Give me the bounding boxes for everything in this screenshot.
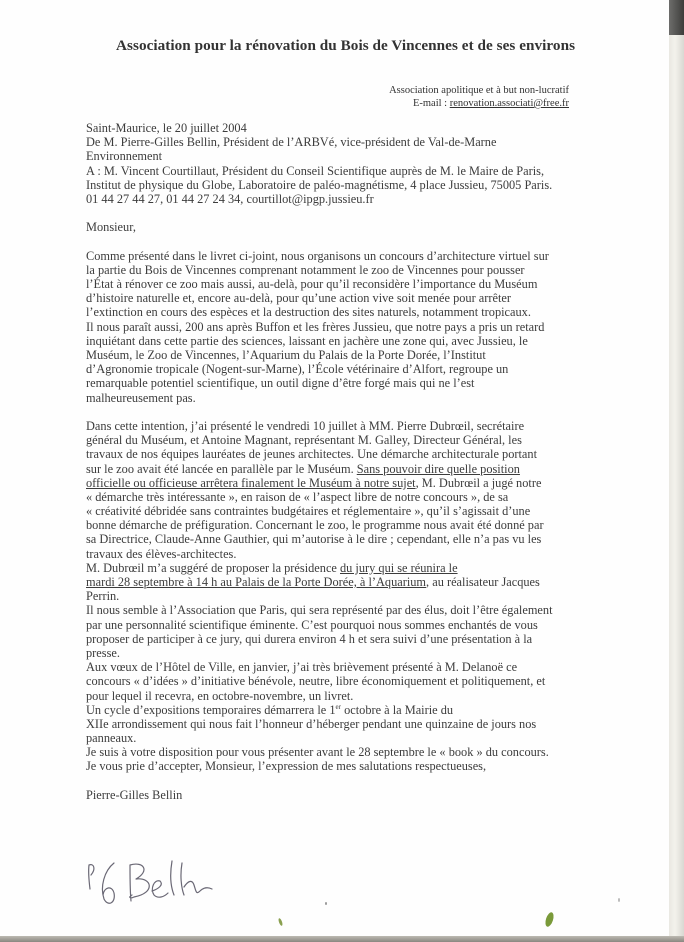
recipient-line-3: 01 44 27 44 27, 01 44 27 24 34, courtillot@ipgp.jussieu.fr [86,191,374,206]
signer-name: Pierre-Gilles Bellin [86,787,183,802]
text-line: inquiétant dans cette partie des sciences, laissant en jachère une zone qui, avec Jussieu, le [86,333,528,348]
association-info [389,84,569,110]
letter-body [86,121,646,802]
paper-stain [544,911,555,927]
text-line: Muséum, le Zoo de Vincennes, l’Aquarium du Palais de la Porte Dorée, l’Institut [86,348,486,362]
email-label: E-mail : [412,98,450,109]
superscript: er [335,702,341,711]
text-line: Perrin. [86,589,120,604]
text-line [86,476,646,490]
text-line: « démarche très intéressante », en raison de « l’aspect libre de notre concours », de sa [86,489,509,504]
text-line [86,703,646,717]
email-link[interactable]: renovation.associati@free.fr [449,98,569,109]
scan-edge-bottom [0,936,684,942]
letterhead-title: Association pour la rénovation du Bois de Vincennes et de ses environs [116,37,576,54]
scan-edge-right [669,0,684,942]
paper-speck [325,902,327,905]
underlined-text: officielle ou officieuse arrêtera finalement le Muséum à notre sujet [86,475,416,490]
sender-line-1: De M. Pierre-Gilles Bellin, Président de l’ARBVé, vice-président de Val-de-Marne [86,135,497,150]
text-span: sur le zoo avait été lancée en parallèle par le Muséum. [86,461,357,476]
text-span: , au réalisateur Jacques [426,575,540,589]
text-span: Un cycle d’expositions temporaires démarrera le 1 [86,702,336,717]
text-line: par une personnalité scientifique éminente. C’est pourquoi nous sommes enchantés de vous [86,617,538,632]
text-line [86,561,646,575]
text-line: sa Directrice, Claude-Anne Gauthier, qui m’autorise à le dire ; cependant, elle n’a pas vu les [86,532,542,547]
text-line: Je suis à votre disposition pour vous présenter avant le 28 septembre le « book » du concours. [86,745,549,760]
paragraph-2 [86,419,646,774]
text-line: proposer de participer à ce jury, qui durera environ 4 h et sera suivi d’une présentation à la [86,631,533,646]
paragraph-1 [86,249,646,405]
underlined-text: Sans pouvoir dire quelle position [356,461,520,476]
email-line [389,97,569,110]
underlined-text: du jury qui se réunira le [340,560,458,575]
salutation: Monsieur, [86,220,136,235]
underlined-text: mardi 28 septembre à 14 h au Palais de la Porte Dorée, à l’Aquarium [86,575,427,589]
text-line: concours « d’idées » d’initiative bénévole, neutre, libre économiquement et politiquement, et [86,674,546,689]
text-line: Il nous semble à l’Association que Paris, qui sera représenté par des élus, doit l’être également [86,603,553,618]
sender-line-2: Environnement [86,149,163,164]
text-line: travaux de nos équipes lauréates de jeunes architectes. Une démarche architecturale portant [86,447,538,462]
paper-speck [618,898,620,902]
text-line: presse. [86,645,120,660]
text-line: l’État à rénover ce zoo mais aussi, au-delà, pour qu’il reconsidère l’importance du Muséum [86,277,538,292]
text-line: bonne démarche de préfiguration. Concernant le zoo, le programme nous avait été donné par [86,518,544,533]
text-line: Je vous prie d’accepter, Monsieur, l’expression de mes salutations respectueuses, [86,759,487,774]
text-line: XIIe arrondissement qui nous fait l’honneur d’héberger pendant une quinzaine de jours nos [86,716,537,731]
text-line: pour lequel il recevra, en octobre-novembre, un livret. [86,688,354,703]
paper-stain [278,918,284,927]
text-line: d’histoire naturelle et, encore au-delà, pour qu’une action vive soit menée pour arrêter [86,291,511,306]
text-line: « créativité débridée sans contraintes budgétaires et réglementaire », qu’il s’agissait d’une [86,504,531,519]
text-span: octobre à la Mairie du [340,702,454,717]
text-span: M. Dubrœil m’a suggéré de proposer la présidence [86,560,340,575]
text-line: travaux des élèves-architectes. [86,546,237,561]
scan-edge-corner [669,0,684,35]
text-line: général du Muséum, et Antoine Magnant, représentant M. Galley, Directeur Général, les [86,433,522,448]
recipient-line-1: A : M. Vincent Courtillaut, Président du Conseil Scientifique auprès de M. le Maire de Paris, [86,163,545,178]
text-span: , M. Dubrœil a jugé notre [415,475,542,490]
text-line: Dans cette intention, j’ai présenté le vendredi 10 juillet à MM. Pierre Dubrœil, secrétaire [86,418,525,433]
text-line [86,462,646,476]
text-line: l’extinction en cours des espèces et la destruction des sites naturels, notamment tropicaux. [86,305,531,320]
text-line: Comme présenté dans le livret ci-joint, nous organisons un concours d’architecture virtuel sur [86,248,549,263]
text-line: Il nous paraît aussi, 200 ans après Buffon et les frères Jussieu, que notre pays a pris un retard [86,319,545,334]
text-line [86,575,646,589]
text-line: d’Agronomie tropicale (Nogent-sur-Marne), l’École vétérinaire d’Alfort, regroupe un [86,362,509,377]
recipient-line-2: Institut de physique du Globe, Laboratoire de paléo-magnétisme, 4 place Jussieu, 75005 Paris. [86,177,553,192]
place-date: Saint-Maurice, le 20 juillet 2004 [86,121,247,135]
text-line: malheureusement pas. [86,390,196,405]
text-line: Aux vœux de l’Hôtel de Ville, en janvier, j’ai très brièvement présenté à M. Delanoë ce [86,660,518,675]
association-tagline: Association apolitique et à but non-lucratif [389,85,569,96]
text-line: panneaux. [86,731,137,746]
text-line: la partie du Bois de Vincennes comprenant notamment le zoo de Vincennes pour pousser [86,262,525,277]
text-line: remarquable potentiel scientifique, un outil digne d’être forgé mais qui ne l’est [86,376,475,391]
handwritten-signature [86,857,256,913]
